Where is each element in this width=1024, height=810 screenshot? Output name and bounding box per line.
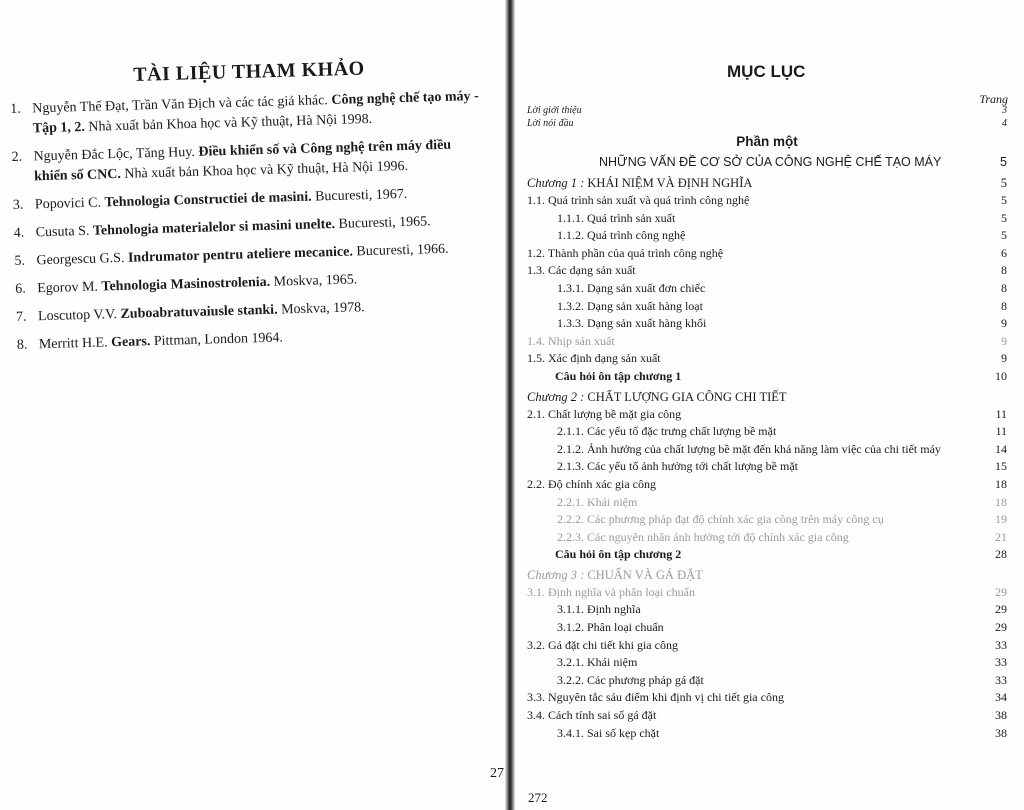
reference-publisher: Moskva, 1965. (269, 272, 358, 290)
toc-entry-chapter (527, 564, 1007, 584)
toc-entry-label: 1.4. Nhịp sản xuất (527, 333, 615, 348)
toc-entry-page: 18 (995, 494, 1007, 509)
reference-item (17, 323, 487, 356)
reference-number: 8. (16, 337, 28, 353)
reference-authors: Merritt H.E. (38, 335, 112, 353)
reference-publisher: Nhà xuất bản Khoa học và Kỹ thuật, Hà Nội 1998. (84, 111, 373, 135)
reference-number: 3. (12, 197, 24, 213)
toc-entry-page: 10 (995, 368, 1007, 383)
toc-entry-l3 (527, 368, 1007, 386)
toc-entry-label: NHỮNG VẤN ĐỀ CƠ SỞ CỦA CÔNG NGHỆ CHẾ TẠO MÁY (599, 155, 942, 169)
reference-text (33, 135, 482, 187)
toc-entry-label (527, 172, 752, 194)
toc-entry-page: 3 (1002, 105, 1007, 116)
toc-entry-parttitle (527, 152, 1007, 172)
toc-entry-label: 3.2.2. Các phương pháp gá đặt (557, 672, 704, 687)
toc-entry-small (527, 117, 1007, 130)
reference-number: 6. (15, 281, 26, 297)
toc-entry-page: 5 (1001, 193, 1007, 207)
toc-entry-label: 2.1.3. Các yếu tố ảnh hưởng tới chất lượng bề mặt (557, 459, 798, 474)
reference-authors: Georgescu G.S. (36, 250, 129, 269)
reference-authors: Nguyễn Thế Đạt, Trần Văn Địch và các tác giả khác. (32, 93, 332, 117)
reference-publisher: Bucuresti, 1967. (311, 186, 408, 205)
toc-entry-part (527, 130, 1007, 152)
table-of-contents (527, 104, 1007, 742)
toc-entry-l2 (527, 511, 1007, 529)
reference-text (37, 267, 485, 300)
toc-entry-label: 1.1.2. Quá trình công nghệ (557, 228, 686, 243)
chapter-prefix: Chương 2 : (527, 389, 588, 404)
toc-entry-label: 3.2. Gá đặt chi tiết khi gia công (527, 637, 678, 652)
reference-item (16, 295, 486, 328)
toc-entry-label: 3.1.1. Định nghĩa (557, 602, 641, 617)
toc-entry-label: 1.3.2. Dạng sản xuất hàng loạt (557, 298, 703, 313)
toc-entry-l1 (527, 689, 1007, 707)
toc-entry-page: 33 (995, 672, 1007, 687)
book-gutter (505, 0, 515, 810)
toc-entry-label: Câu hỏi ôn tập chương 2 (555, 547, 682, 562)
toc-entry-chapter (527, 386, 1007, 406)
toc-entry-label: 1.5. Xác định dạng sản xuất (527, 351, 661, 366)
toc-entry-l1 (527, 476, 1007, 494)
toc-entry-label: 2.2. Độ chính xác gia công (527, 476, 656, 491)
toc-entry-label: 2.2.2. Các phương pháp đạt độ chính xác gia công trên máy công cụ (557, 512, 884, 527)
toc-entry-l1 (527, 350, 1007, 368)
toc-entry-page: 18 (995, 476, 1007, 491)
toc-entry-page: 29 (995, 620, 1007, 635)
toc-entry-label: 1.2. Thành phần của quá trình công nghệ (527, 245, 724, 260)
reference-authors: Popovici C. (34, 195, 105, 213)
toc-entry-l2 (527, 280, 1007, 298)
reference-text (38, 295, 486, 328)
toc-entry-page: 28 (995, 547, 1007, 562)
toc-title: MỤC LỤC (727, 62, 806, 81)
reference-work-title: Tehnologia materialelor si masini unelte. (92, 216, 336, 239)
reference-item (13, 183, 483, 216)
toc-entry-page: 15 (995, 459, 1007, 474)
reference-item (14, 239, 484, 272)
left-page (0, 0, 505, 810)
toc-entry-l2 (527, 619, 1007, 637)
toc-entry-label: 1.3.1. Dạng sản xuất đơn chiếc (557, 280, 706, 295)
reference-number: 1. (10, 101, 21, 117)
toc-entry-label: 1.3. Các dạng sản xuất (527, 263, 636, 278)
reference-publisher: Moskva, 1978. (277, 300, 365, 318)
reference-work-title: Tehnologia Masinostrolenia. (101, 274, 271, 295)
toc-entry-label: 1.3.3. Dạng sản xuất hàng khối (557, 316, 707, 331)
toc-entry-page: 14 (995, 441, 1007, 456)
toc-entry-l2 (527, 494, 1007, 512)
toc-entry-page: 38 (995, 708, 1007, 723)
toc-entry-page: 5 (1001, 228, 1007, 243)
toc-entry-l2 (527, 441, 1007, 459)
toc-entry-page: 8 (1001, 280, 1007, 295)
reference-work-title: Điều khiển số và Công nghệ trên máy điều khiển số CNC. (33, 137, 452, 185)
toc-entry-l2 (527, 654, 1007, 672)
reference-publisher: Pittman, London 1964. (150, 330, 284, 350)
toc-entry-label: 3.4. Cách tính sai số gá đặt (527, 708, 657, 723)
right-page-number: 272 (528, 790, 548, 805)
toc-entry-page: 11 (995, 424, 1007, 439)
toc-entry-label: 3.2.1. Khái niệm (557, 655, 638, 670)
toc-entry-page: 6 (1001, 245, 1007, 260)
reference-item (10, 87, 481, 140)
toc-entry-label: 2.1. Chất lượng bề mặt gia công (527, 406, 682, 421)
toc-entry-l2 (527, 725, 1007, 743)
toc-entry-page: 29 (995, 602, 1007, 617)
toc-entry-l1 (527, 262, 1007, 280)
toc-entry-page: 19 (995, 512, 1007, 527)
toc-entry-small (527, 104, 1007, 117)
chapter-title: KHÁI NIỆM VÀ ĐỊNH NGHĨA (587, 176, 753, 190)
toc-entry-label: 3.4.1. Sai số kẹp chặt (557, 725, 660, 740)
toc-entry-label: 2.2.1. Khái niệm (557, 494, 638, 509)
toc-entry-l1 (527, 637, 1007, 655)
toc-entry-page: 4 (1002, 118, 1007, 129)
toc-entry-page: 9 (1001, 333, 1007, 348)
reference-work-title: Tehnologia Constructiei de masini. (104, 189, 312, 211)
toc-entry-label: 3.1. Định nghĩa và phân loại chuẩn (527, 584, 695, 599)
toc-entry-page: 21 (995, 529, 1007, 544)
toc-entry-l2 (527, 672, 1007, 690)
toc-entry-page: 8 (1001, 263, 1007, 278)
toc-entry-label (527, 564, 703, 586)
reference-number: 2. (11, 149, 23, 165)
reference-authors: Nguyễn Đắc Lộc, Tăng Huy. (33, 144, 199, 165)
toc-entry-label: 2.1.2. Ảnh hưởng của chất lượng bề mặt đến khả năng làm việc của chi tiết máy (557, 441, 941, 456)
reference-work-title: Gears. (110, 334, 151, 351)
toc-entry-page: 38 (995, 725, 1007, 740)
toc-entry-label: 1.1.1. Quá trình sản xuất (557, 210, 676, 225)
toc-entry-label: Lời giới thiệu (527, 105, 582, 116)
toc-entry-l2 (527, 210, 1007, 228)
toc-entry-l1 (527, 406, 1007, 424)
reference-text (36, 239, 484, 272)
toc-entry-label: Phần một (736, 134, 798, 149)
reference-text (39, 323, 487, 356)
reference-authors: Cusuta S. (35, 223, 94, 241)
reference-item (13, 211, 483, 244)
toc-entry-label: 1.1. Quá trình sản xuất và quá trình công nghệ (527, 193, 750, 207)
reference-number: 5. (14, 253, 26, 269)
toc-entry-page: 9 (1001, 351, 1007, 366)
toc-entry-l2 (527, 529, 1007, 547)
reference-authors: Loscutop V.V. (37, 307, 121, 325)
toc-entry-page: 8 (1001, 298, 1007, 313)
toc-entry-l2 (527, 315, 1007, 333)
toc-entry-label (527, 386, 787, 408)
toc-entry-l2 (527, 298, 1007, 316)
references-list (10, 87, 487, 364)
toc-entry-page: 33 (995, 637, 1007, 652)
toc-entry-l1 (527, 245, 1007, 263)
right-page (515, 0, 1024, 810)
toc-entry-l1 (527, 584, 1007, 602)
toc-entry-l1 (527, 333, 1007, 351)
toc-entry-l1 (527, 707, 1007, 725)
reference-item (15, 267, 485, 300)
toc-entry-label: 2.1.1. Các yếu tố đặc trưng chất lượng bề mặt (557, 424, 777, 439)
page-column-header: Trang (979, 92, 1008, 106)
left-page-number: 27 (490, 766, 504, 781)
toc-entry-l2 (527, 458, 1007, 476)
toc-entry-page: 33 (995, 655, 1007, 670)
reference-publisher: Bucuresti, 1965. (334, 214, 431, 232)
toc-entry-label: Lời nói đầu (527, 118, 574, 129)
reference-text (35, 183, 483, 216)
toc-entry-chapter (527, 172, 1007, 192)
toc-entry-page: 29 (995, 584, 1007, 599)
toc-entry-page: 34 (995, 690, 1007, 705)
reference-publisher: Bucuresti, 1966. (352, 241, 449, 260)
toc-entry-l2 (527, 601, 1007, 619)
toc-entry-page: 5 (1000, 155, 1007, 169)
toc-entry-l3 (527, 546, 1007, 564)
toc-entry-label: 3.1.2. Phân loại chuẩn (557, 620, 664, 635)
toc-entry-page: 11 (995, 406, 1007, 421)
reference-item (11, 135, 482, 188)
toc-entry-l2 (527, 227, 1007, 245)
reference-work-title: Indrumator pentru ateliere mecanice. (127, 244, 354, 266)
toc-entry-page: 5 (1001, 210, 1007, 225)
reference-publisher: Nhà xuất bản Khoa học và Kỹ thuật, Hà Nội 1996. (120, 158, 409, 182)
toc-entry-label: 2.2.3. Các nguyên nhân ảnh hưởng tới độ chính xác gia công (557, 529, 849, 544)
reference-work-title: Công nghệ chế tạo máy - Tập 1, 2. (32, 88, 479, 137)
reference-authors: Egorov M. (37, 279, 102, 297)
toc-entry-label: 3.3. Nguyên tắc sáu điểm khi định vị chi tiết gia công (527, 690, 784, 705)
toc-entry-l1 (527, 192, 1007, 210)
reference-number: 4. (13, 225, 25, 241)
chapter-prefix: Chương 1 : (527, 176, 588, 190)
chapter-title: CHẤT LƯỢNG GIA CÔNG CHI TIẾT (587, 389, 787, 404)
toc-entry-l2 (527, 423, 1007, 441)
reference-number: 7. (15, 309, 27, 325)
chapter-title: CHUẨN VÀ GÁ ĐẶT (587, 567, 703, 582)
references-title: TÀI LIỆU THAM KHẢO (133, 57, 365, 86)
toc-entry-page: 9 (1001, 316, 1007, 331)
reference-work-title: Zuboabratuvaiusle stanki. (120, 302, 278, 322)
reference-text (32, 87, 481, 139)
chapter-prefix: Chương 3 : (527, 567, 588, 582)
reference-text (35, 211, 483, 244)
toc-entry-page: 5 (1000, 176, 1007, 190)
toc-entry-label: Câu hỏi ôn tập chương 1 (555, 368, 682, 383)
